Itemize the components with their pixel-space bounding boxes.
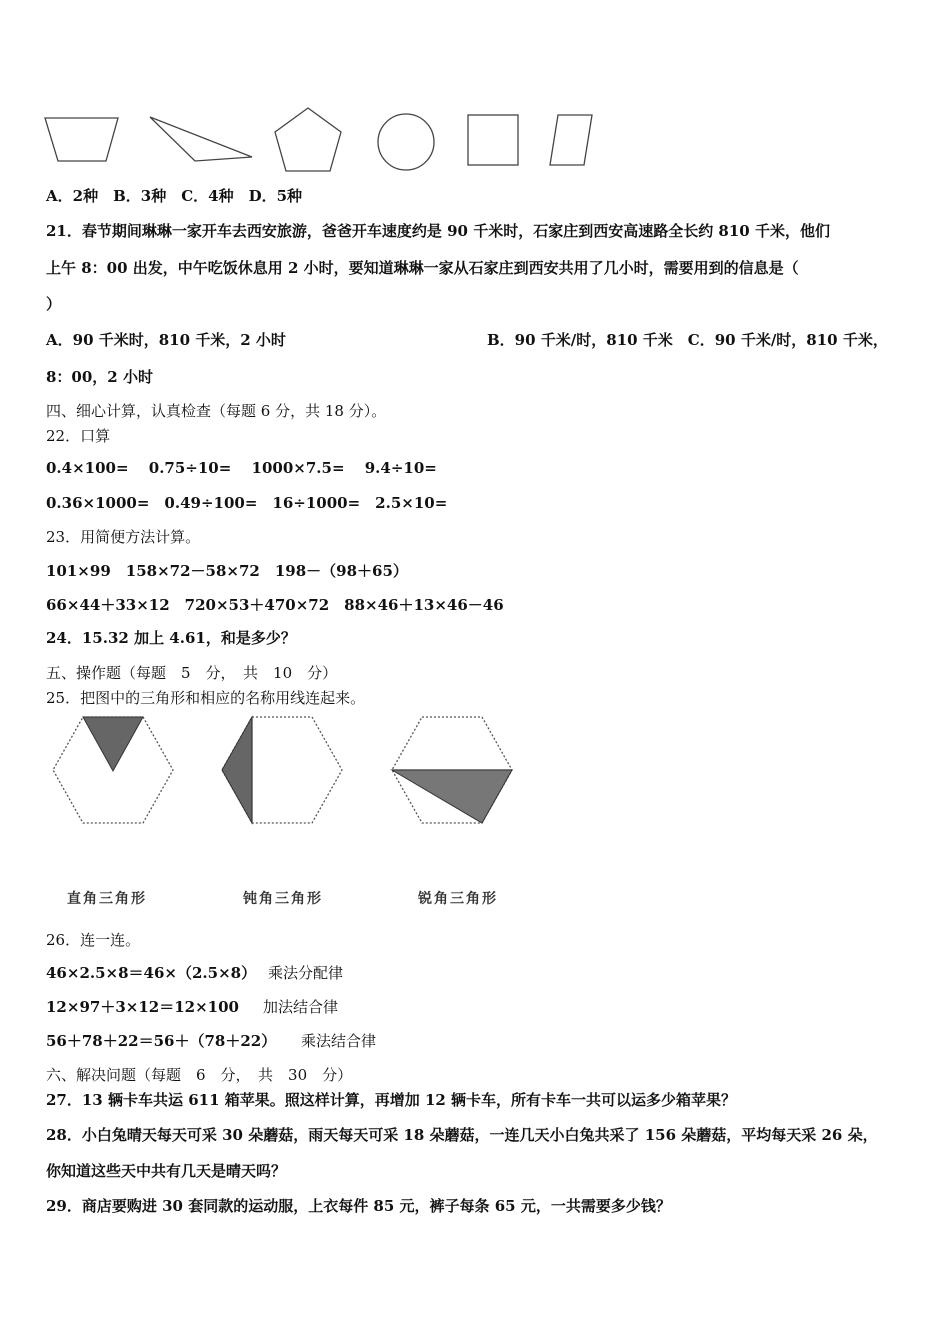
q21-option-c-cont: 8：00，2 小时	[46, 368, 153, 386]
obtuse-triangle-shape	[150, 117, 252, 161]
triangle-in-hexagon-2	[222, 717, 252, 823]
q26-title: 26．连一连。	[46, 931, 141, 949]
q26-law-1: 乘法分配律	[268, 964, 344, 982]
triangle-in-hexagon-1	[83, 717, 143, 771]
q28-line2: 你知道这些天中共有几天是晴天吗？	[46, 1162, 287, 1180]
q27-text: 27．13 辆卡车共运 611 箱苹果。照这样计算，再增加 12 辆卡车，所有卡车一共可以运多少箱苹果？	[46, 1091, 737, 1109]
q26-law-2: 加法结合律	[263, 998, 339, 1016]
q23-title: 23．用简便方法计算。	[46, 528, 201, 546]
q21-line2: 上午 8：00 出发，中午吃饭休息用 2 小时，要知道琳琳一家从石家庄到西安共用了几小时，需要用到的信息是（	[46, 259, 799, 277]
trapezoid-shape	[45, 118, 118, 161]
q22-row2: 0.36×1000= 0.49÷100= 16÷1000= 2.5×10=	[46, 494, 448, 512]
q23-row1: 101×99 158×72－58×72 198－（98＋65）	[46, 562, 408, 580]
q29-text: 29．商店要购进 30 套同款的运动服，上衣每件 85 元，裤子每条 65 元，一共需要多少钱？	[46, 1197, 671, 1215]
circle-shape	[378, 114, 434, 170]
q22-row1: 0.4×100= 0.75÷10= 1000×7.5= 9.4÷10=	[46, 459, 437, 477]
q28-line1: 28．小白兔晴天每天可采 30 朵蘑菇，雨天每天可采 18 朵蘑菇，一连几天小白兔共采了 156 朵蘑菇，平均每天采 26 朵，	[46, 1126, 878, 1144]
q26-expr-2: 12×97＋3×12＝12×100	[46, 998, 239, 1016]
square-shape	[468, 115, 518, 165]
label-right-triangle: 直角三角形	[67, 891, 147, 907]
q21-line3: ）	[46, 295, 62, 313]
q23-row2: 66×44＋33×12 720×53＋470×72 88×46＋13×46－46	[46, 596, 504, 614]
hexagon-figures	[48, 715, 528, 825]
triangle-in-hexagon-3	[392, 770, 512, 823]
q26-law-3: 乘法结合律	[301, 1032, 377, 1050]
shapes-figure	[40, 105, 610, 175]
q21-option-bc: B．90 千米/时，810 千米 C．90 千米/时，810 千米，	[487, 331, 888, 349]
section4-heading: 四、细心计算，认真检查（每题 6 分，共 18 分）。	[46, 402, 387, 420]
q22-title: 22．口算	[46, 427, 111, 445]
q20-options: A．2种 B．3种 C．4种 D．5种	[46, 187, 303, 205]
q25-title: 25．把图中的三角形和相应的名称用线连起来。	[46, 689, 366, 707]
section5-heading: 五、操作题（每题 5 分， 共 10 分）	[46, 664, 338, 682]
parallelogram-shape	[550, 115, 592, 165]
pentagon-shape	[275, 108, 341, 171]
q26-expr-1: 46×2.5×8＝46×（2.5×8）	[46, 964, 257, 982]
section6-heading: 六、解决问题（每题 6 分， 共 30 分）	[46, 1066, 353, 1084]
label-obtuse-triangle: 钝角三角形	[243, 891, 323, 907]
label-acute-triangle: 锐角三角形	[418, 891, 498, 907]
q24-text: 24．15.32 加上 4.61，和是多少？	[46, 629, 296, 647]
q21-option-a: A．90 千米时，810 千米，2 小时	[46, 331, 286, 349]
q21-line1: 21．春节期间琳琳一家开车去西安旅游，爸爸开车速度约是 90 千米时，石家庄到西安高速路全长约 810 千米，他们	[46, 222, 830, 240]
q26-expr-3: 56＋78＋22＝56＋（78＋22）	[46, 1032, 277, 1050]
